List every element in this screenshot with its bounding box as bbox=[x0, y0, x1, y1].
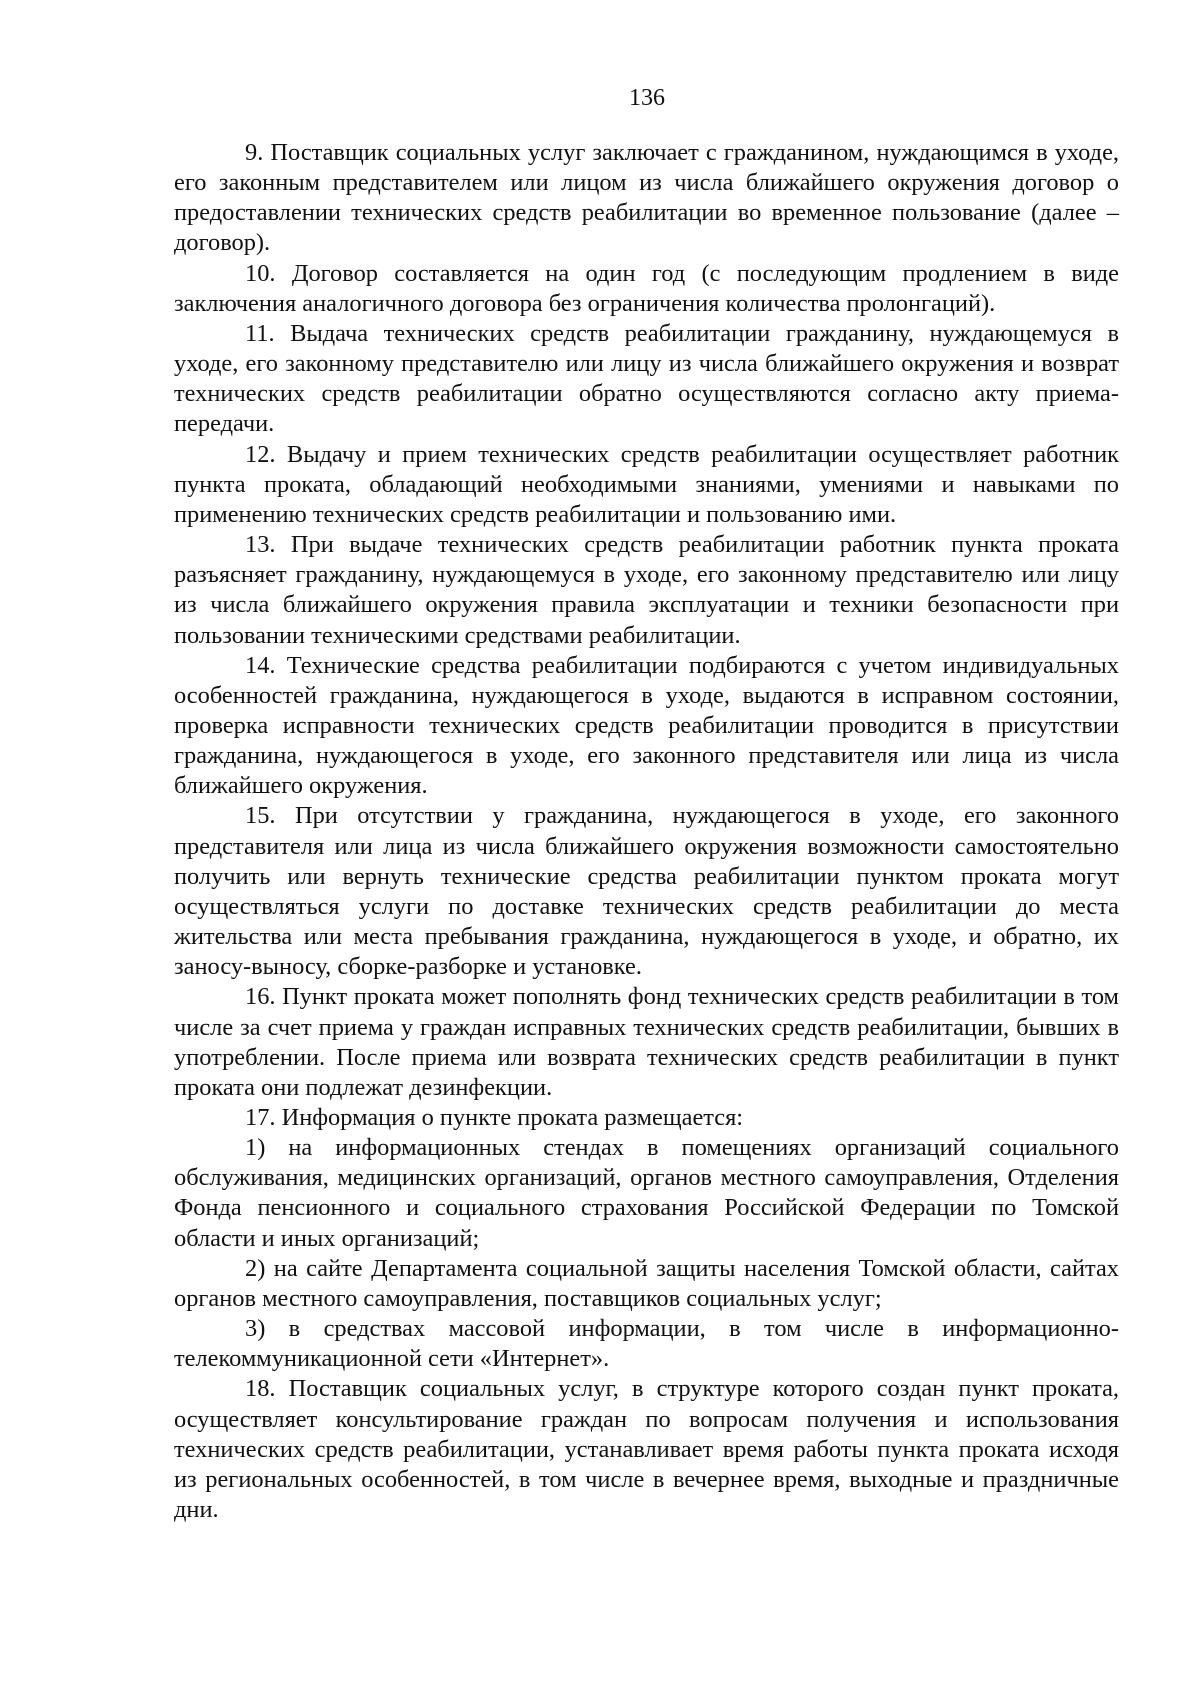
paragraph-14: 14. Технические средства реабилитации подбираются с учетом индивидуальных особенностей гражданина, нуждающегося в уходе, выдаются в исправном состоянии, проверка исправности технических средств реабилитации проводится в присутствии гражданина, нуждающегося в уходе, его законного представителя или лица из числа ближайшего окружения. bbox=[174, 651, 1119, 800]
list-item-17-3: 3) в средствах массовой информации, в том числе в информационно-телекоммуникационной сети «Интернет». bbox=[174, 1315, 1119, 1373]
page-number: 136 bbox=[629, 85, 665, 111]
paragraph-10: 10. Договор составляется на один год (с последующим продлением в виде заключения аналогичного договора без ограничения количества пролонгаций). bbox=[174, 259, 1119, 317]
paragraph-18: 18. Поставщик социальных услуг, в структуре которого создан пункт проката, осуществляет консультирование граждан по вопросам получения и использования технических средств реабилитации, устанавливает время работы пункта проката исходя из региональных особенностей, в том числе в вечернее время, выходные и праздничные дни. bbox=[174, 1375, 1119, 1524]
paragraph-15: 15. При отсутствии у гражданина, нуждающегося в уходе, его законного представителя или лица из числа ближайшего окружения возможности самостоятельно получить или вернуть технические средства реабилитации пунктом проката могут осуществляться услуги по доставке технических средств реабилитации до места жительства или места пребывания гражданина, нуждающегося в уходе, и обратно, их заносу-выносу, сборке-разборке и установке. bbox=[174, 802, 1119, 981]
paragraph-13: 13. При выдаче технических средств реабилитации работник пункта проката разъясняет гражданину, нуждающемуся в уходе, его законному представителю или лицу из числа ближайшего окружения правила эксплуатации и техники безопасности при пользовании техническими средствами реабилитации. bbox=[174, 531, 1119, 649]
list-item-17-1: 1) на информационных стендах в помещениях организаций социального обслуживания, медицинских организаций, органов местного самоуправления, Отделения Фонда пенсионного и социального страхования Российской Федерации по Томской области и иных организаций; bbox=[174, 1134, 1119, 1252]
paragraph-12: 12. Выдачу и прием технических средств реабилитации осуществляет работник пункта проката, обладающий необходимыми знаниями, умениями и навыками по применению технических средств реабилитации и пользованию ими. bbox=[174, 440, 1119, 528]
paragraph-16: 16. Пункт проката может пополнять фонд технических средств реабилитации в том числе за счет приема у граждан исправных технических средств реабилитации, бывших в употреблении. После приема или возврата технических средств реабилитации в пункт проката они подлежат дезинфекции. bbox=[174, 983, 1119, 1101]
paragraph-11: 11. Выдача технических средств реабилитации гражданину, нуждающемуся в уходе, его законному представителю или лицу из числа ближайшего окружения и возврат технических средств реабилитации обратно осуществляются согласно акту приема-передачи. bbox=[174, 319, 1119, 438]
document-body bbox=[174, 138, 1119, 1525]
paragraph-17: 17. Информация о пункте проката размещается: bbox=[245, 1104, 744, 1131]
list-item-17-2: 2) на сайте Департамента социальной защиты населения Томской области, сайтах органов местного самоуправления, поставщиков социальных услуг; bbox=[174, 1254, 1119, 1312]
paragraph-9: 9. Поставщик социальных услуг заключает с гражданином, нуждающимся в уходе, его законным представителем или лицом из числа ближайшего окружения договор о предоставлении технических средств реабилитации во временное пользование (далее – договор). bbox=[174, 139, 1119, 257]
